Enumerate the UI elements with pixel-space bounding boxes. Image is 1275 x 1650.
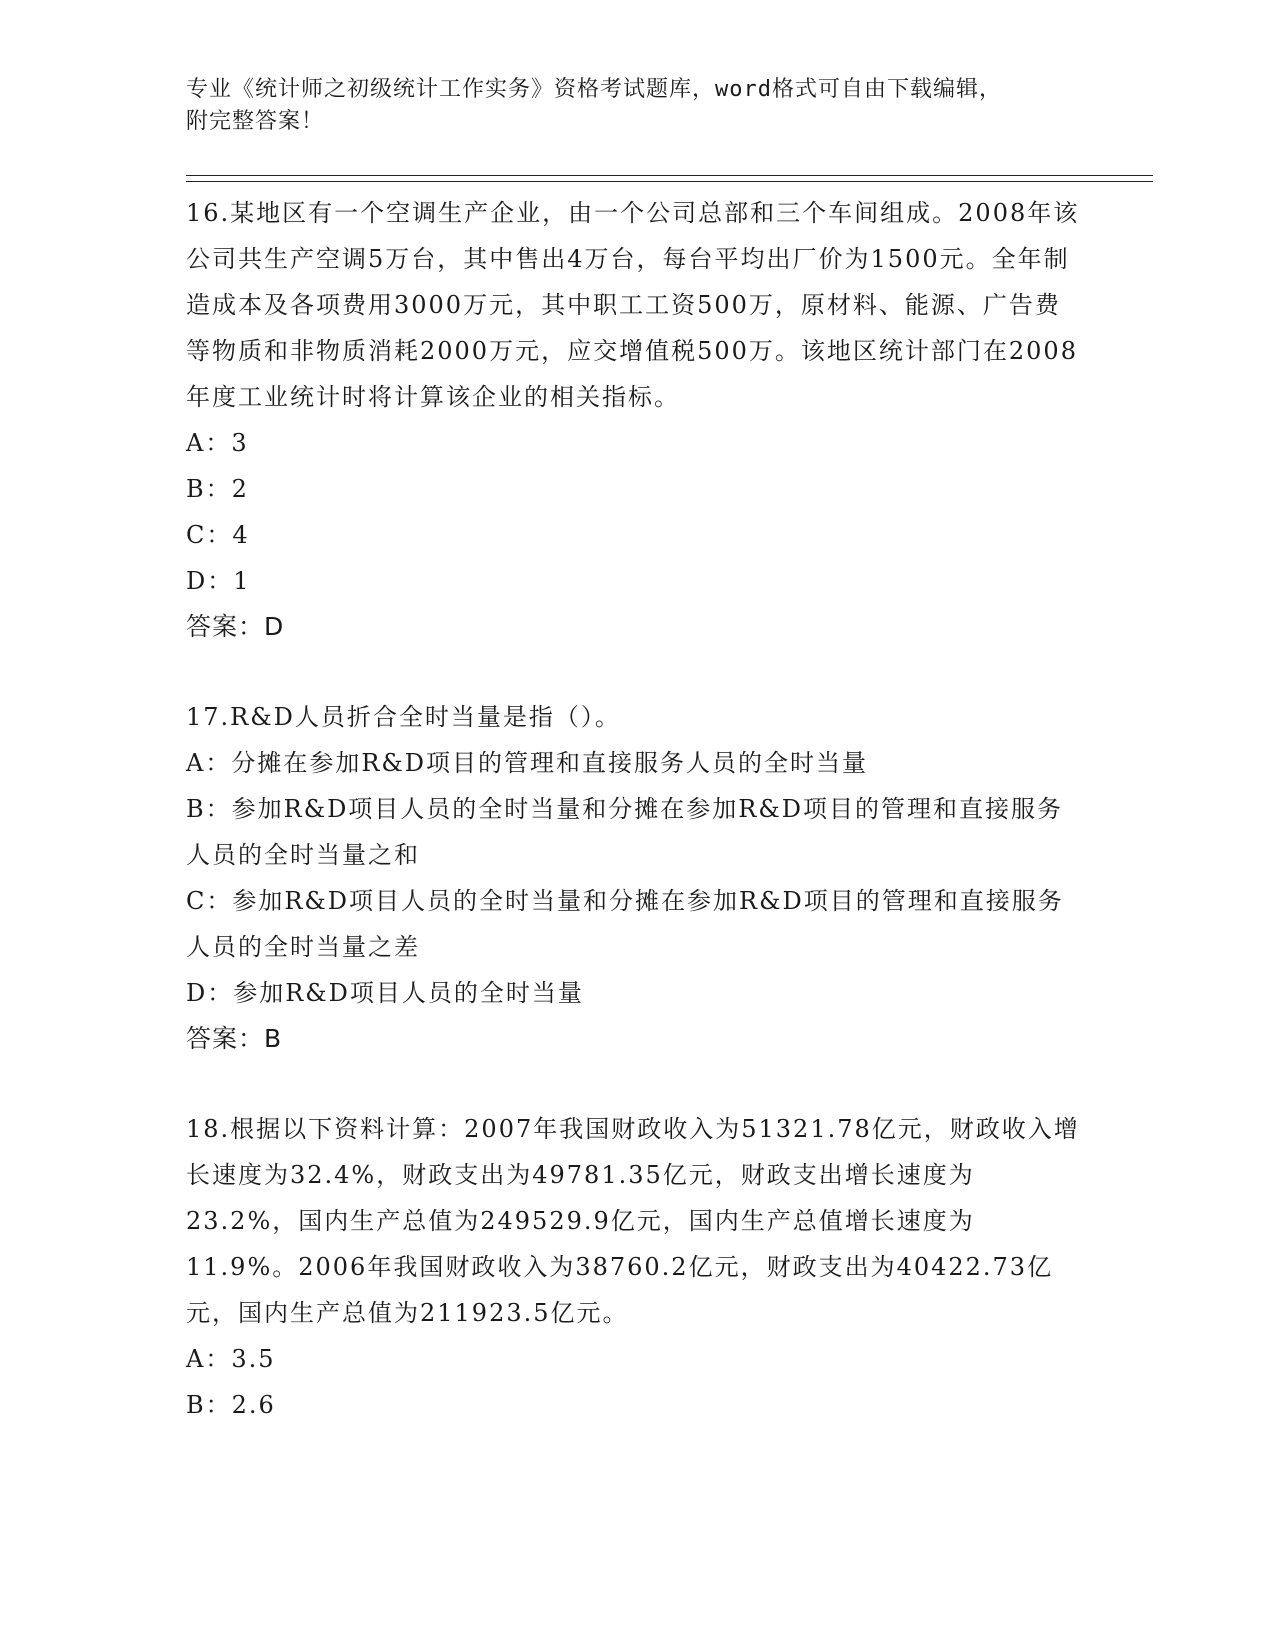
answer: 答案：D	[186, 612, 285, 641]
option-d: D：参加R&D项目人员的全时当量	[186, 979, 584, 1007]
document-header	[186, 74, 1066, 138]
option-b: B：2.6	[186, 1391, 276, 1419]
option-a: A：3	[186, 429, 249, 457]
question-stem: 18.根据以下资料计算：2007年我国财政收入为51321.78亿元，财政收入增长速度为32.4%，财政支出为49781.35亿元，财政支出增长速度为23.2%，国内生产总值为249529.9亿元，国内生产总值增长速度为11.9%。2006年我国财政收入为38760.2亿元，财政支出为40422.73亿元，国内生产总值为211923.5亿元。	[186, 1115, 1080, 1327]
option-d: D：1	[186, 567, 251, 595]
option-a: A：3.5	[186, 1345, 276, 1373]
header-divider-top	[186, 175, 1153, 176]
question-stem: 16.某地区有一个空调生产企业，由一个公司总部和三个车间组成。2008年该公司共生产空调5万台，其中售出4万台，每台平均出厂价为1500元。全年制造成本及各项费用3000万元，其中职工工资500万，原材料、能源、广告费等物质和非物质消耗2000万元，应交增值税500万。该地区统计部门在2008年度工业统计时将计算该企业的相关指标。	[186, 199, 1080, 411]
header-line-1: 专业《统计师之初级统计工作实务》资格考试题库，word格式可自由下载编辑，	[186, 77, 1002, 102]
question-16	[186, 190, 1086, 650]
header-divider-bottom	[186, 181, 1153, 182]
option-c: C：参加R&D项目人员的全时当量和分摊在参加R&D项目的管理和直接服务人员的全时当量之差	[186, 887, 1064, 961]
question-list	[186, 190, 1086, 1472]
question-18	[186, 1106, 1086, 1428]
option-b: B：参加R&D项目人员的全时当量和分摊在参加R&D项目的管理和直接服务人员的全时当量之和	[186, 795, 1063, 869]
question-17	[186, 694, 1086, 1062]
question-stem: 17.R&D人员折合全时当量是指（）。	[186, 703, 621, 731]
header-line-2: 附完整答案！	[186, 109, 325, 134]
option-b: B：2	[186, 475, 249, 503]
option-a: A：分摊在参加R&D项目的管理和直接服务人员的全时当量	[186, 749, 869, 777]
option-c: C：4	[186, 521, 250, 549]
answer: 答案：B	[186, 1024, 283, 1053]
